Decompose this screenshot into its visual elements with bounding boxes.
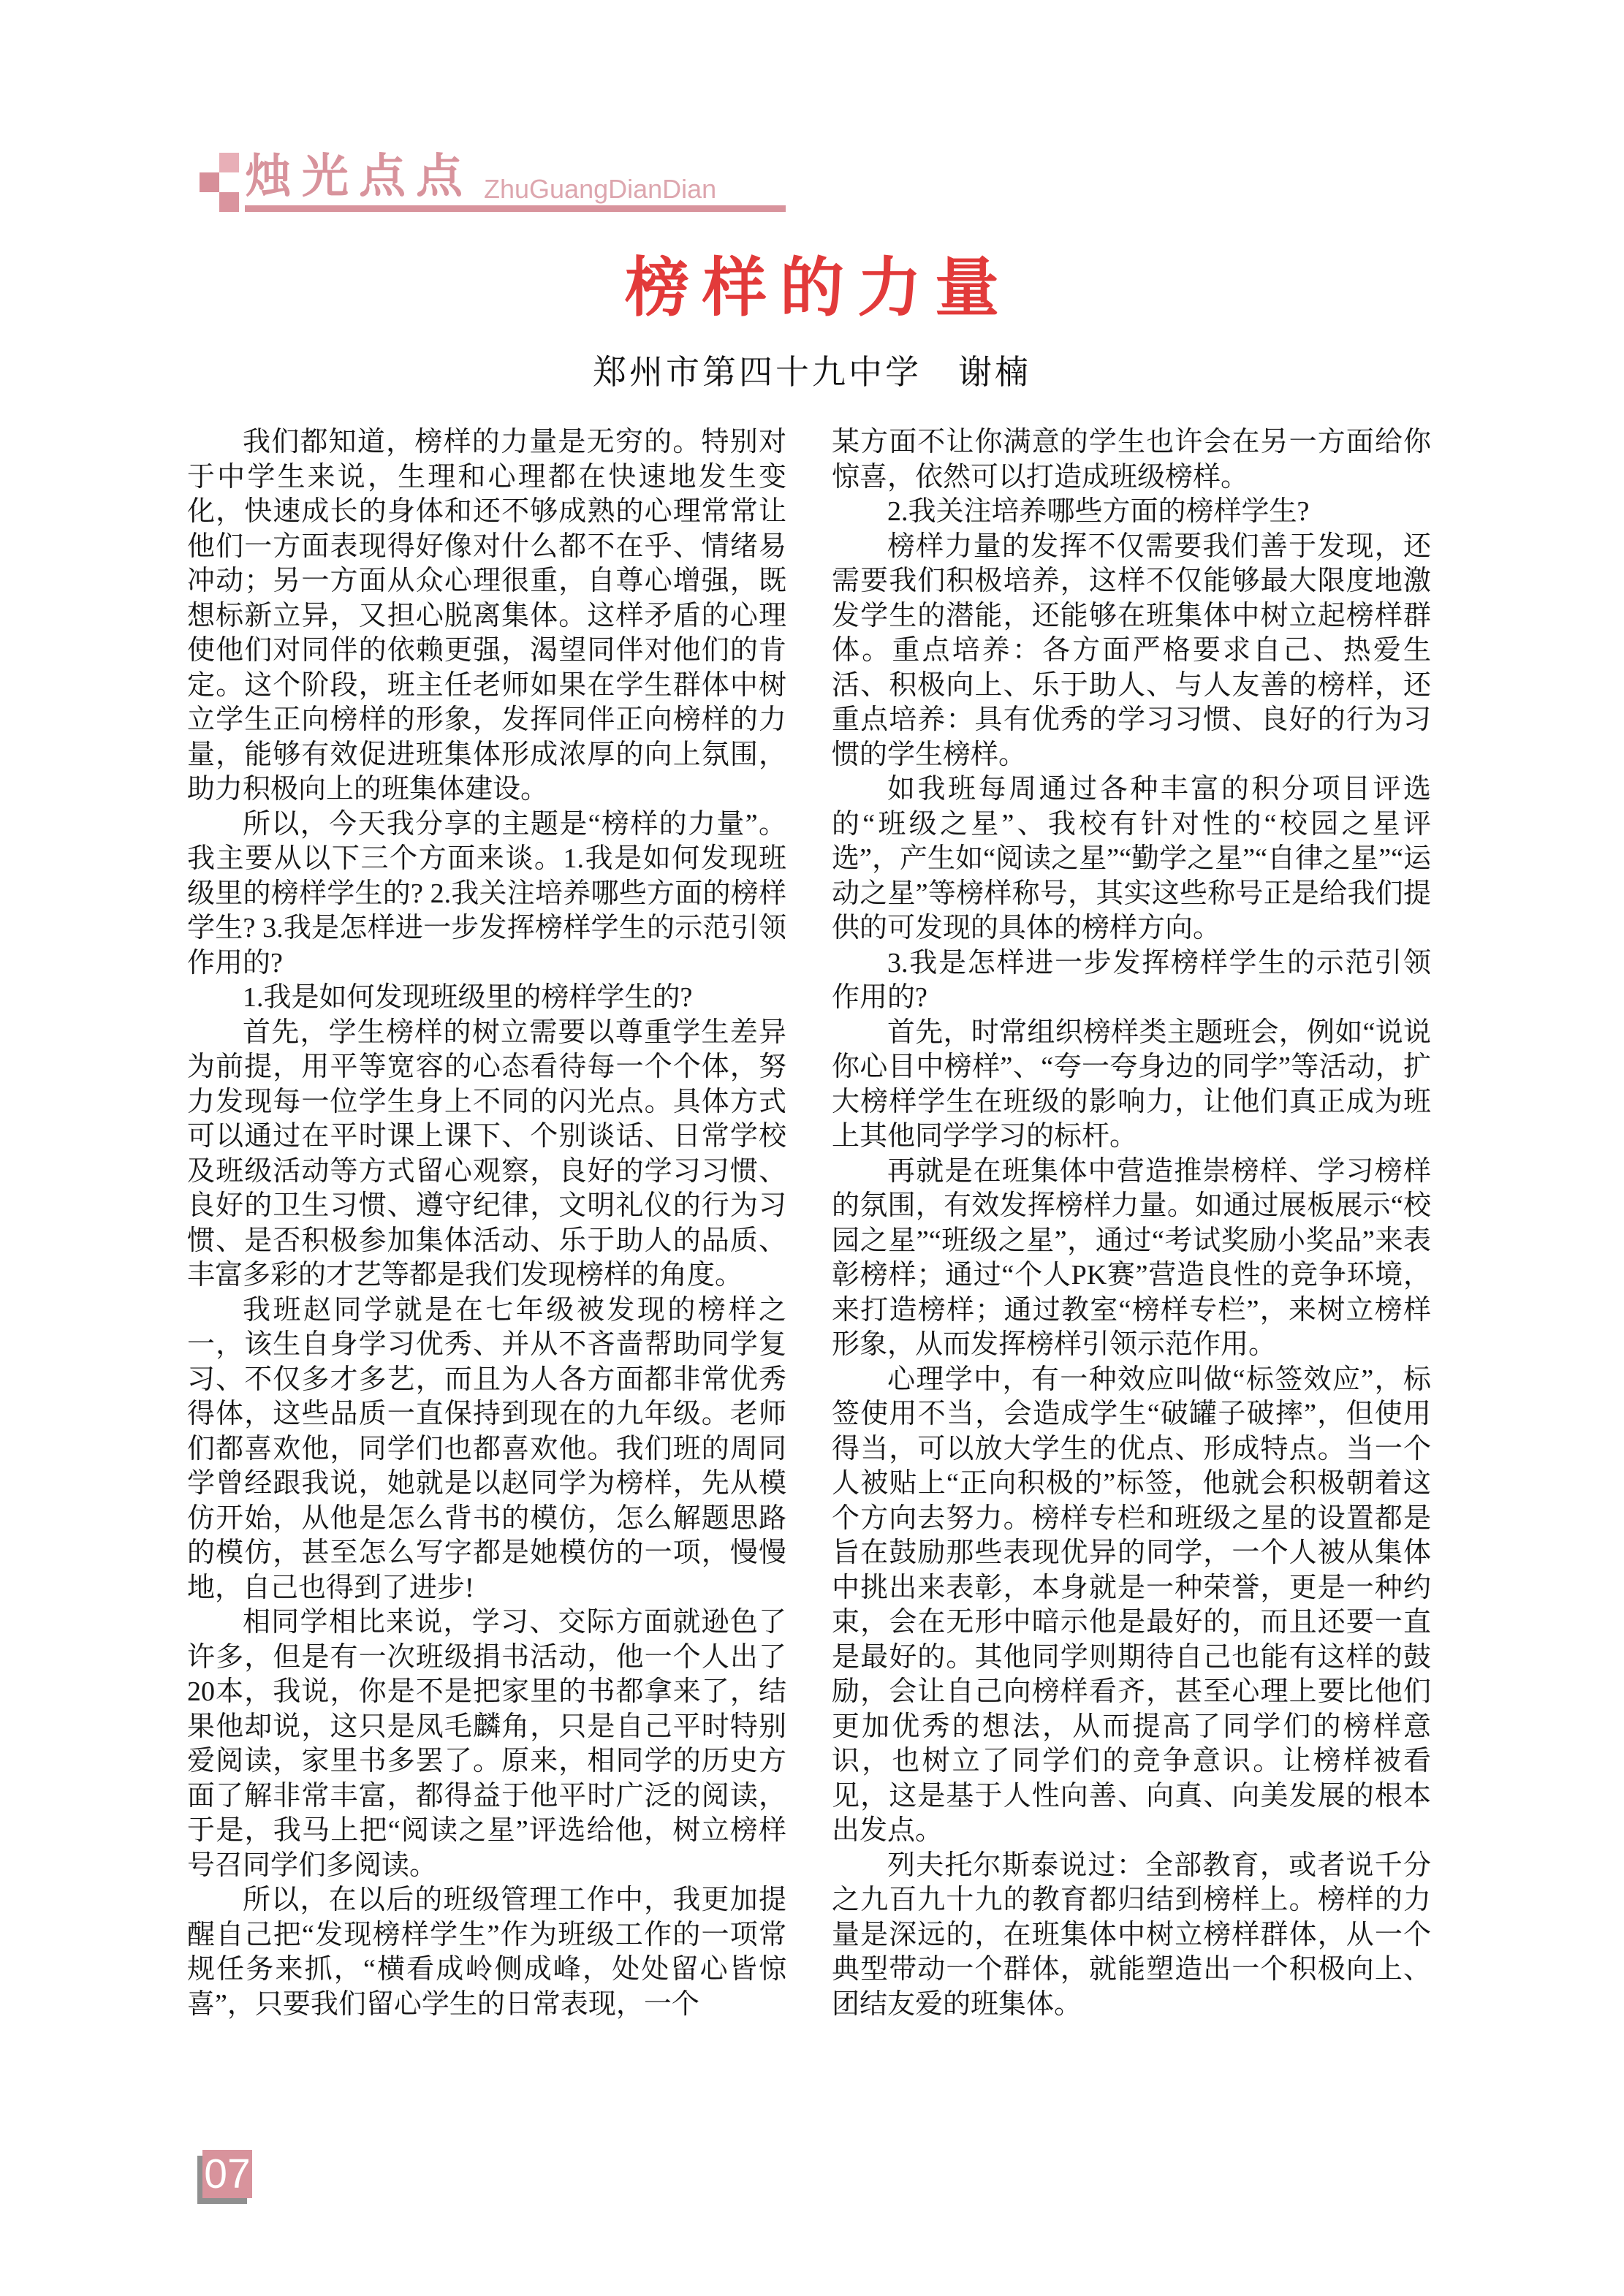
paragraph: 榜样力量的发挥不仅需要我们善于发现，还需要我们积极培养，这样不仅能够最大限度地激发学生的潜能，还能够在班集体中树立起榜样群体。重点培养：各方面严格要求自己、热爱生活、积极向上、乐于助人、与人友善的榜样，还重点培养：具有优秀的学习习惯、良好的行为习惯的学生榜样。 [832, 531, 1431, 770]
paragraph: 我们都知道，榜样的力量是无穷的。特别对于中学生来说，生理和心理都在快速地发生变化，快速成长的身体和还不够成熟的心理常常让他们一方面表现得好像对什么都不在乎、情绪易冲动；另一方面从众心理很重，自尊心增强，既想标新立异，又担心脱离集体。这样矛盾的心理使他们对同伴的依赖更强，渴望同伴对他们的肯定。这个阶段，班主任老师如果在学生群体中树立学生正向榜样的形象，发挥同伴正向榜样的力量，能够有效促进班集体形成浓厚的向上氛围，助力积极向上的班集体建设。 [187, 427, 786, 805]
paragraph: 列夫托尔斯泰说过：全部教育，或者说千分之九百九十九的教育都归结到榜样上。榜样的力量是深远的，在班集体中树立榜样群体，从一个典型带动一个群体，就能塑造出一个积极向上、团结友爱的班集体。 [832, 1850, 1431, 2020]
paragraph: 2.我关注培养哪些方面的榜样学生? [887, 496, 1310, 527]
page-number-badge [202, 2150, 252, 2198]
paragraph: 如我班每周通过各种丰富的积分项目评选的“班级之星”、我校有针对性的“校园之星评选”，产生如“阅读之星”“勤学之星”“自律之星”“运动之星”等榜样称号，其实这些称号正是给我们提供的可发现的具体的榜样方向。 [832, 774, 1431, 943]
logo-square-left [200, 172, 219, 192]
right-column [832, 425, 1431, 2022]
paragraph: 某方面不让你满意的学生也许会在另一方面给你惊喜，依然可以打造成班级榜样。 [832, 427, 1431, 493]
paragraph: 首先，学生榜样的树立需要以尊重学生差异为前提，用平等宽容的心态看待每一个个体，努力发现每一位学生身上不同的闪光点。具体方式可以通过在平时课上课下、个别谈话、日常学校及班级活动等方式留心观察，良好的学习习惯、良好的卫生习惯、遵守纪律，文明礼仪的行为习惯、是否积极参加集体活动、乐于助人的品质、丰富多彩的才艺等都是我们发现榜样的角度。 [187, 1016, 786, 1290]
column-title-pinyin: ZhuGuangDianDian [484, 174, 717, 204]
logo-square-bottom [219, 192, 239, 212]
article-body [187, 425, 1431, 2022]
paragraph: 所以，在以后的班级管理工作中，我更加提醒自己把“发现榜样学生”作为班级工作的一项常规任务来抓，“横看成岭侧成峰，处处留心皆惊喜”，只要我们留心学生的日常表现，一个 [187, 1885, 786, 2020]
column-title: 烛光点点 [245, 150, 473, 204]
article-byline: 郑州市第四十九中学 谢楠 [593, 354, 1031, 391]
header-underline [245, 205, 786, 212]
left-column [187, 425, 786, 2022]
paragraph: 再就是在班集体中营造推崇榜样、学习榜样的氛围，有效发挥榜样力量。如通过展板展示“校园之星”“班级之星”，通过“考试奖励小奖品”来表彰榜样；通过“个人PK赛”营造良性的竞争环境，来打造榜样；通过教室“榜样专栏”，来树立榜样形象，从而发挥榜样引领示范作用。 [832, 1155, 1431, 1360]
article-title: 榜样的力量 [624, 249, 1012, 325]
paragraph: 首先，时常组织榜样类主题班会，例如“说说你心目中榜样”、“夸一夸身边的同学”等活动，扩大榜样学生在班级的影响力，让他们真正成为班上其他同学学习的标杆。 [832, 1016, 1431, 1152]
paragraph: 1.我是如何发现班级里的榜样学生的? [243, 982, 693, 1013]
paragraph: 所以，今天我分享的主题是“榜样的力量”。我主要从以下三个方面来谈。1.我是如何发现班级里的榜样学生的? 2.我关注培养哪些方面的榜样学生? 3.我是怎样进一步发挥榜样学生的示范引领作用的? [187, 808, 786, 978]
paragraph: 3.我是怎样进一步发挥榜样学生的示范引领作用的? [832, 947, 1431, 1013]
column-logo-squares-icon [200, 153, 239, 212]
paragraph: 相同学相比来说，学习、交际方面就逊色了许多，但是有一次班级捐书活动，他一个人出了20本，我说，你是不是把家里的书都拿来了，结果他却说，这只是凤毛麟角，只是自己平时特别爱阅读，家里书多罢了。原来，相同学的历史方面了解非常丰富，都得益于他平时广泛的阅读，于是，我马上把“阅读之星”评选给他，树立榜样号召同学们多阅读。 [187, 1607, 786, 1881]
paragraph: 心理学中，有一种效应叫做“标签效应”，标签使用不当，会造成学生“破罐子破摔”，但使用得当，可以放大学生的优点、形成特点。当一个人被贴上“正向积极的”标签，他就会积极朝着这个方向去努力。榜样专栏和班级之星的设置都是旨在鼓励那些表现优异的同学，一个人被从集体中挑出来表彰，本身就是一种荣誉，更是一种约束，会在无形中暗示他是最好的，而且还要一直是最好的。其他同学则期待自己也能有这样的鼓励，会让自己向榜样看齐，甚至心理上要比他们更加优秀的想法，从而提高了同学们的榜样意识，也树立了同学们的竞争意识。让榜样被看见，这是基于人性向善、向真、向美发展的根本出发点。 [832, 1364, 1431, 1846]
logo-square-top [219, 153, 239, 172]
page-number: 07 [204, 2150, 251, 2197]
paragraph: 我班赵同学就是在七年级被发现的榜样之一，该生自身学习优秀、并从不吝啬帮助同学复习、不仅多才多艺，而且为人各方面都非常优秀得体，这些品质一直保持到现在的九年级。老师们都喜欢他，同学们也都喜欢他。我们班的周同学曾经跟我说，她就是以赵同学为榜样，先从模仿开始，从他是怎么背书的模仿，怎么解题思路的模仿，甚至怎么写字都是她模仿的一项，慢慢地，自己也得到了进步! [187, 1294, 786, 1603]
